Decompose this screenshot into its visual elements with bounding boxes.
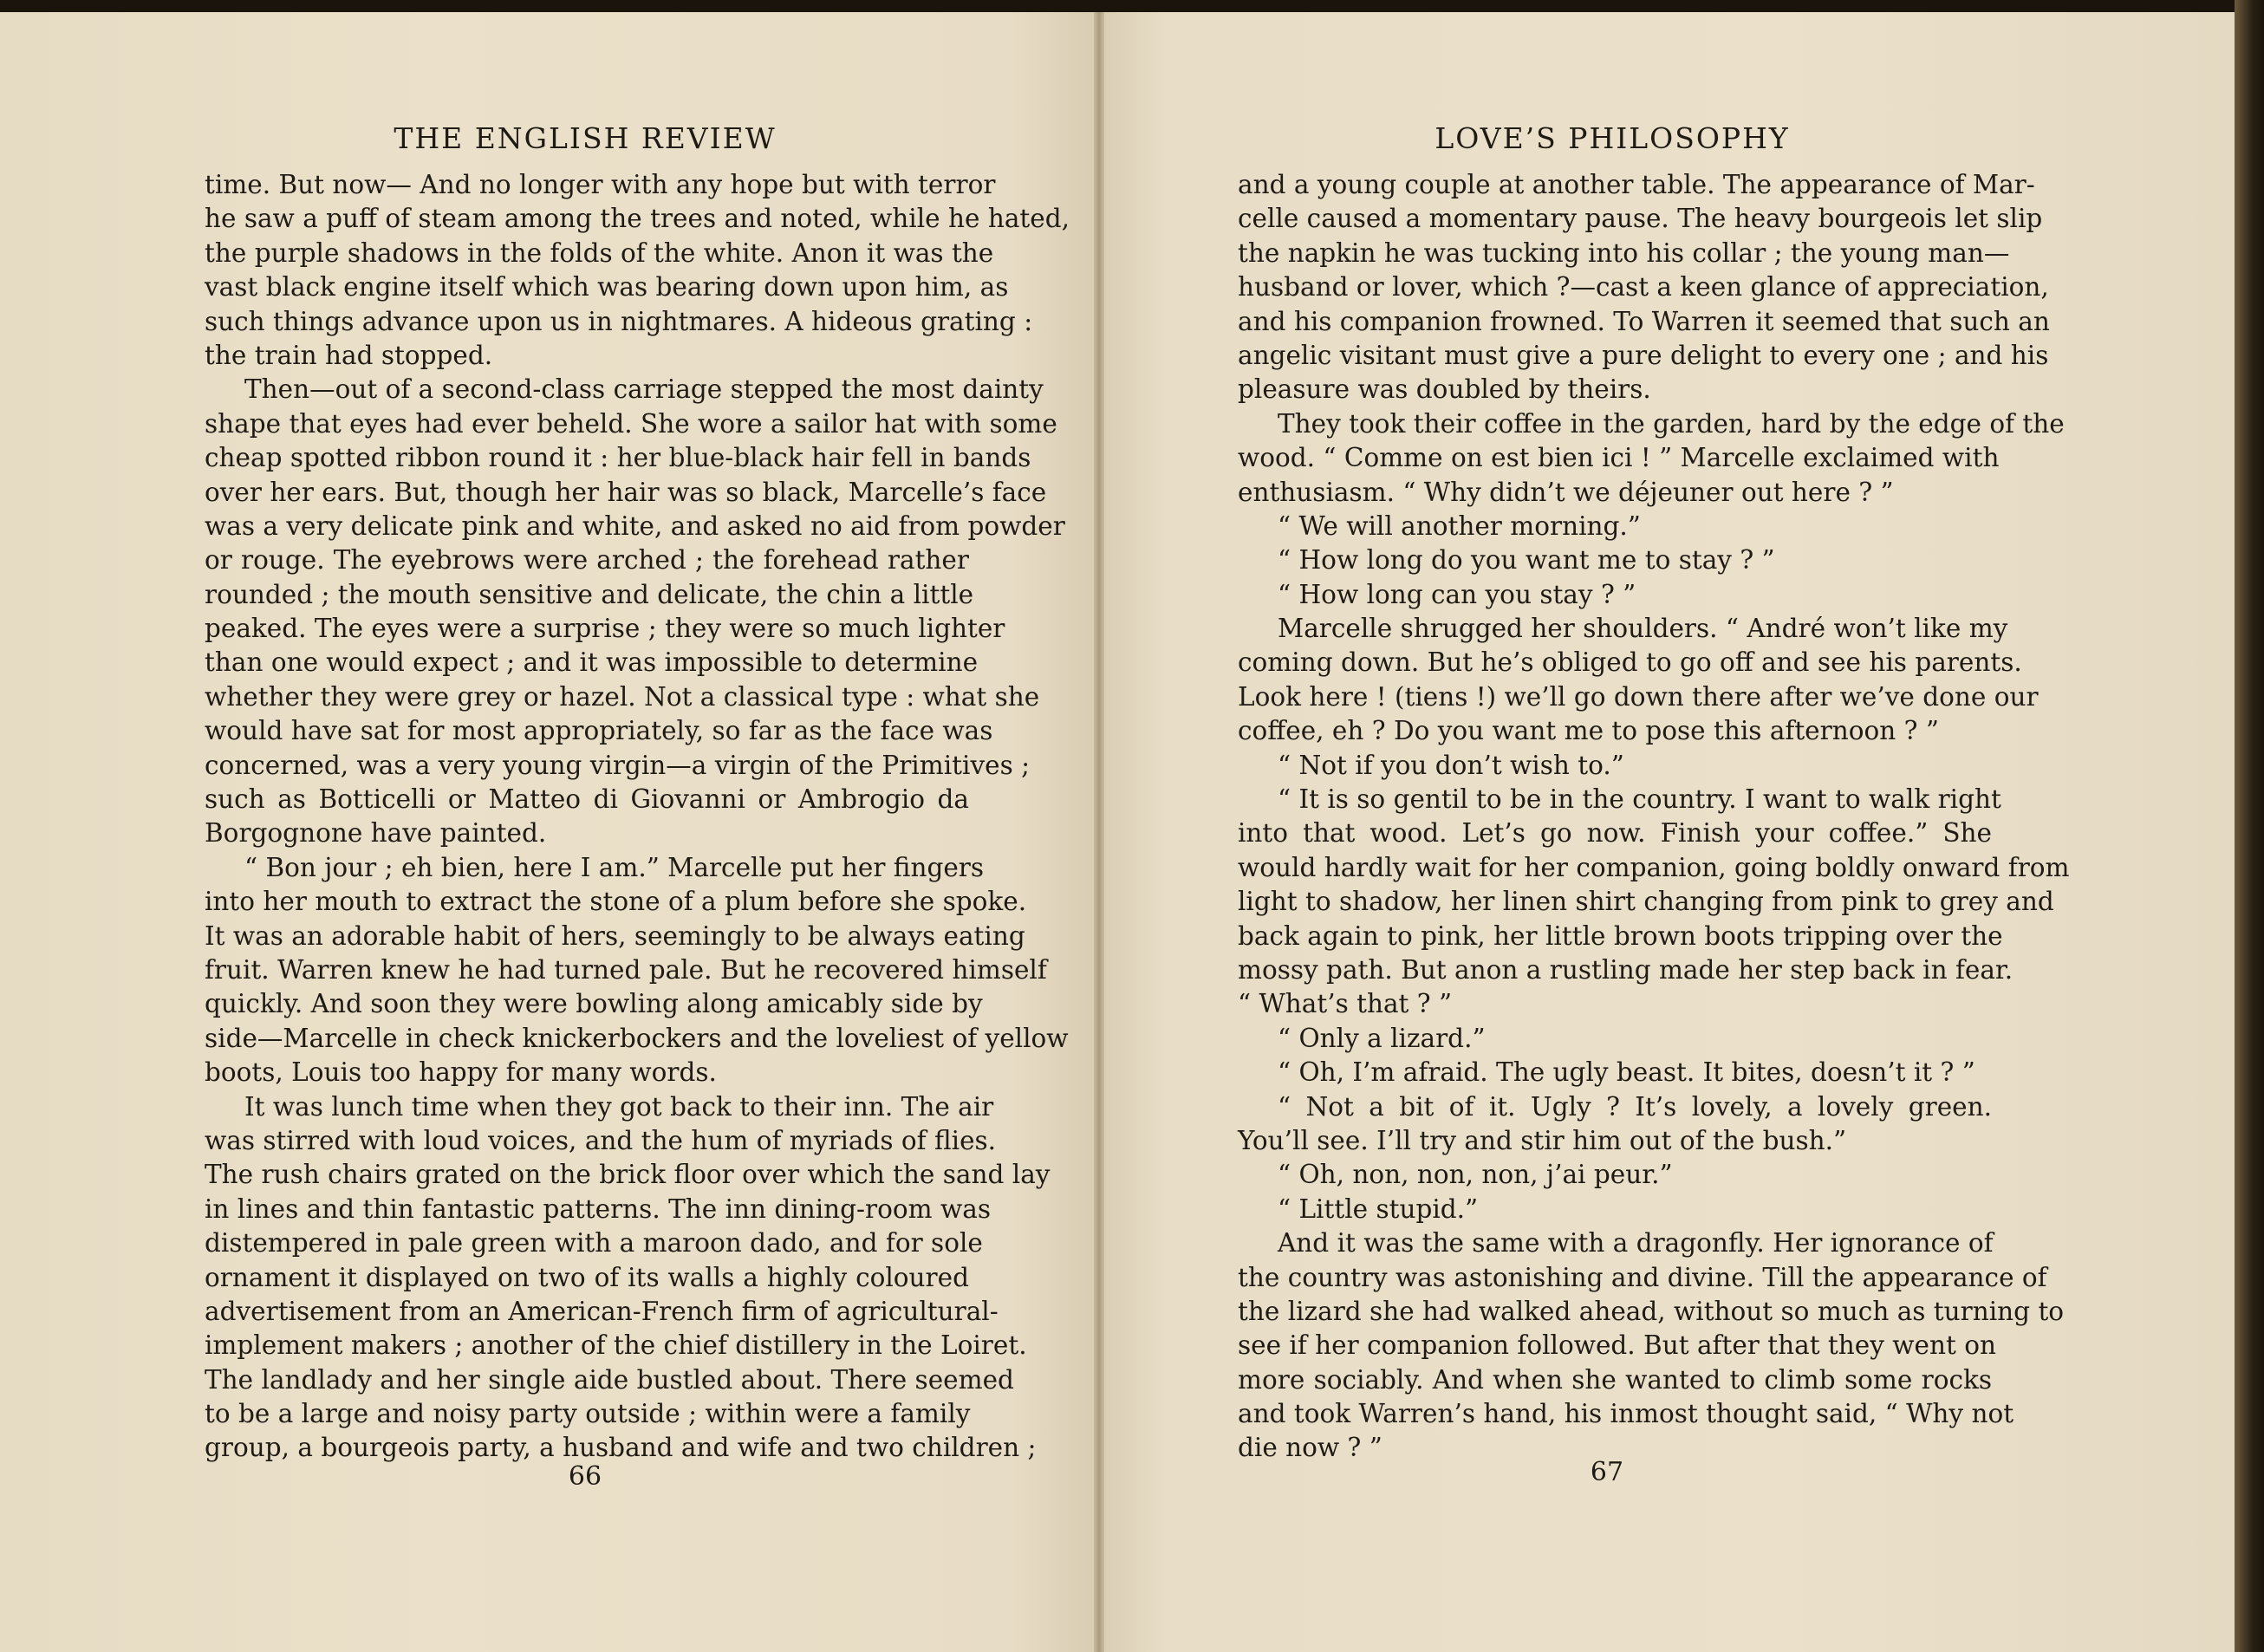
text-line: die now ? ” <box>1238 1433 1382 1463</box>
text-line: coffee, eh ? Do you want me to pose this afternoon ? ” <box>1238 716 1939 746</box>
text-line: boots, Louis too happy for many words. <box>205 1057 717 1088</box>
text-line: or rouge. The eyebrows were arched ; the forehead rather <box>205 545 969 576</box>
text-line: pleasure was doubled by theirs. <box>1238 374 1651 405</box>
right-page <box>1099 12 2235 1652</box>
text-line: and a young couple at another table. The appearance of Mar- <box>1238 170 2035 199</box>
text-line: side—Marcelle in check knickerbockers and the loveliest of yellow <box>205 1023 1069 1053</box>
text-line: the train had stopped. <box>205 340 493 370</box>
text-line: and took Warren’s hand, his inmost thought said, “ Why not <box>1238 1399 2014 1429</box>
text-line: “ It is so gentil to be in the country. I want to walk right <box>1278 784 2001 815</box>
text-line: quickly. And soon they were bowling along amicably side by <box>205 989 983 1019</box>
text-line: to be a large and noisy party outside ; within were a family <box>205 1399 971 1429</box>
text-line: vast black engine itself which was bearing down upon him, as <box>205 272 1009 302</box>
text-line: “ How long do you want me to stay ? ” <box>1278 545 1775 576</box>
right-running-head: LOVE’S PHILOSOPHY <box>1435 121 1790 155</box>
text-line: concerned, was a very young virgin—a virgin of the Primitives ; <box>205 750 1031 780</box>
text-line: was stirred with loud voices, and the hum of myriads of flies. <box>205 1125 997 1155</box>
right-page-number: 67 <box>1590 1457 1624 1487</box>
left-running-head: THE ENGLISH REVIEW <box>394 121 777 155</box>
text-line: the lizard she had walked ahead, without so much as turning to <box>1238 1296 2065 1326</box>
text-line: distempered in pale green with a maroon dado, and for sole <box>205 1228 983 1259</box>
text-line: husband or lover, which ?—cast a keen glance of appreciation, <box>1238 272 2049 302</box>
right-page-text <box>1238 168 2070 1466</box>
text-line: such as Botticelli or Matteo di Giovanni or Ambrogio da <box>205 784 969 815</box>
text-line: see if her companion followed. But after that they went on <box>1238 1330 1996 1361</box>
text-line: over her ears. But, though her hair was so black, Marcelle’s face <box>205 477 1047 507</box>
text-line: ornament it displayed on two of its walls a highly coloured <box>205 1262 969 1292</box>
text-line: was a very delicate pink and white, and asked no aid from powder <box>205 511 1065 541</box>
text-line: the purple shadows in the folds of the white. Anon it was the <box>205 237 994 268</box>
left-page <box>0 12 1099 1652</box>
text-line: Borgognone have painted. <box>205 818 547 849</box>
text-line: group, a bourgeois party, a husband and wife and two children ; <box>205 1433 1037 1463</box>
text-line: enthusiasm. “ Why didn’t we déjeuner out here ? ” <box>1238 477 1894 507</box>
text-line: coming down. But he’s obliged to go off and see his parents. <box>1238 647 2022 678</box>
text-line: rounded ; the mouth sensitive and delicate, the chin a little <box>205 579 974 609</box>
text-line: Marcelle shrugged her shoulders. “ André won’t like my <box>1278 614 2008 644</box>
text-line: “ How long can you stay ? ” <box>1278 579 1636 609</box>
text-line: peaked. The eyes were a surprise ; they were so much lighter <box>205 614 1005 644</box>
text-line: into that wood. Let’s go now. Finish your coffee.” She <box>1238 818 1992 849</box>
text-line: “ What’s that ? ” <box>1238 989 1453 1019</box>
book-gutter <box>1094 12 1104 1652</box>
text-line: It was lunch time when they got back to their inn. The air <box>244 1091 994 1122</box>
text-line: the napkin he was tucking into his collar ; the young man— <box>1238 237 2010 268</box>
text-line: Then—out of a second-class carriage stepped the most dainty <box>244 374 1044 405</box>
text-line: and his companion frowned. To Warren it seemed that such an <box>1238 306 2050 336</box>
text-line: “ Bon jour ; eh bien, here I am.” Marcelle put her fingers <box>244 852 985 882</box>
text-line: They took their coffee in the garden, hard by the edge of the <box>1278 408 2065 439</box>
text-line: would have sat for most appropriately, so far as the face was <box>205 716 993 746</box>
text-line: he saw a puff of steam among the trees and noted, while he hated, <box>205 204 1070 234</box>
text-line: cheap spotted ribbon round it : her blue-black hair fell in bands <box>205 443 1031 473</box>
text-line: mossy path. But anon a rustling made her step back in fear. <box>1238 954 2014 985</box>
text-line: advertisement from an American-French firm of agricultural- <box>205 1296 999 1326</box>
text-line: wood. “ Comme on est bien ici ! ” Marcelle exclaimed with <box>1238 443 2000 473</box>
text-line: more sociably. And when she wanted to climb some rocks <box>1238 1364 1992 1395</box>
text-line: celle caused a momentary pause. The heavy bourgeois let slip <box>1238 204 2043 234</box>
text-line: The landlady and her single aide bustled about. There seemed <box>205 1364 1014 1395</box>
book-edge <box>2235 0 2264 1652</box>
text-line: would hardly wait for her companion, going boldly onward from <box>1238 852 2070 882</box>
text-line: “ Little stupid.” <box>1278 1193 1479 1224</box>
text-line: Look here ! (tiens !) we’ll go down there after we’ve done our <box>1238 681 2039 712</box>
text-line: than one would expect ; and it was impossible to determine <box>205 647 979 678</box>
text-line: the country was astonishing and divine. Till the appearance of <box>1238 1262 2047 1292</box>
left-page-text <box>205 168 1070 1466</box>
text-line: You’ll see. I’ll try and stir him out of the bush.” <box>1238 1125 1847 1155</box>
text-line: “ We will another morning.” <box>1278 511 1641 541</box>
text-line: “ Oh, non, non, non, j’ai peur.” <box>1278 1160 1673 1190</box>
text-line: in lines and thin fantastic patterns. The inn dining-room was <box>205 1193 991 1224</box>
text-line: shape that eyes had ever beheld. She wore a sailor hat with some <box>205 408 1057 439</box>
text-line: time. But now— And no longer with any hope but with terror <box>205 170 996 199</box>
text-line: It was an adorable habit of hers, seemingly to be always eating <box>205 920 1025 951</box>
left-page-number: 66 <box>568 1461 602 1492</box>
text-line: “ Not if you don’t wish to.” <box>1278 750 1624 780</box>
text-line: “ Not a bit of it. Ugly ? It’s lovely, a lovely green. <box>1278 1091 1992 1122</box>
text-line: implement makers ; another of the chief distillery in the Loiret. <box>205 1330 1027 1361</box>
text-line: fruit. Warren knew he had turned pale. But he recovered himself <box>205 954 1047 985</box>
text-line: light to shadow, her linen shirt changing from pink to grey and <box>1238 887 2054 917</box>
text-line: And it was the same with a dragonfly. Her ignorance of <box>1278 1228 1994 1259</box>
text-line: back again to pink, her little brown boots tripping over the <box>1238 920 2003 951</box>
text-line: such things advance upon us in nightmares. A hideous grating : <box>205 306 1033 336</box>
text-line: “ Oh, I’m afraid. The ugly beast. It bites, doesn’t it ? ” <box>1278 1057 1975 1088</box>
text-line: whether they were grey or hazel. Not a classical type : what she <box>205 681 1040 712</box>
text-line: angelic visitant must give a pure delight to every one ; and his <box>1238 340 2049 370</box>
text-line: The rush chairs grated on the brick floor over which the sand lay <box>205 1160 1051 1190</box>
text-line: into her mouth to extract the stone of a plum before she spoke. <box>205 887 1027 917</box>
text-line: “ Only a lizard.” <box>1278 1023 1486 1053</box>
